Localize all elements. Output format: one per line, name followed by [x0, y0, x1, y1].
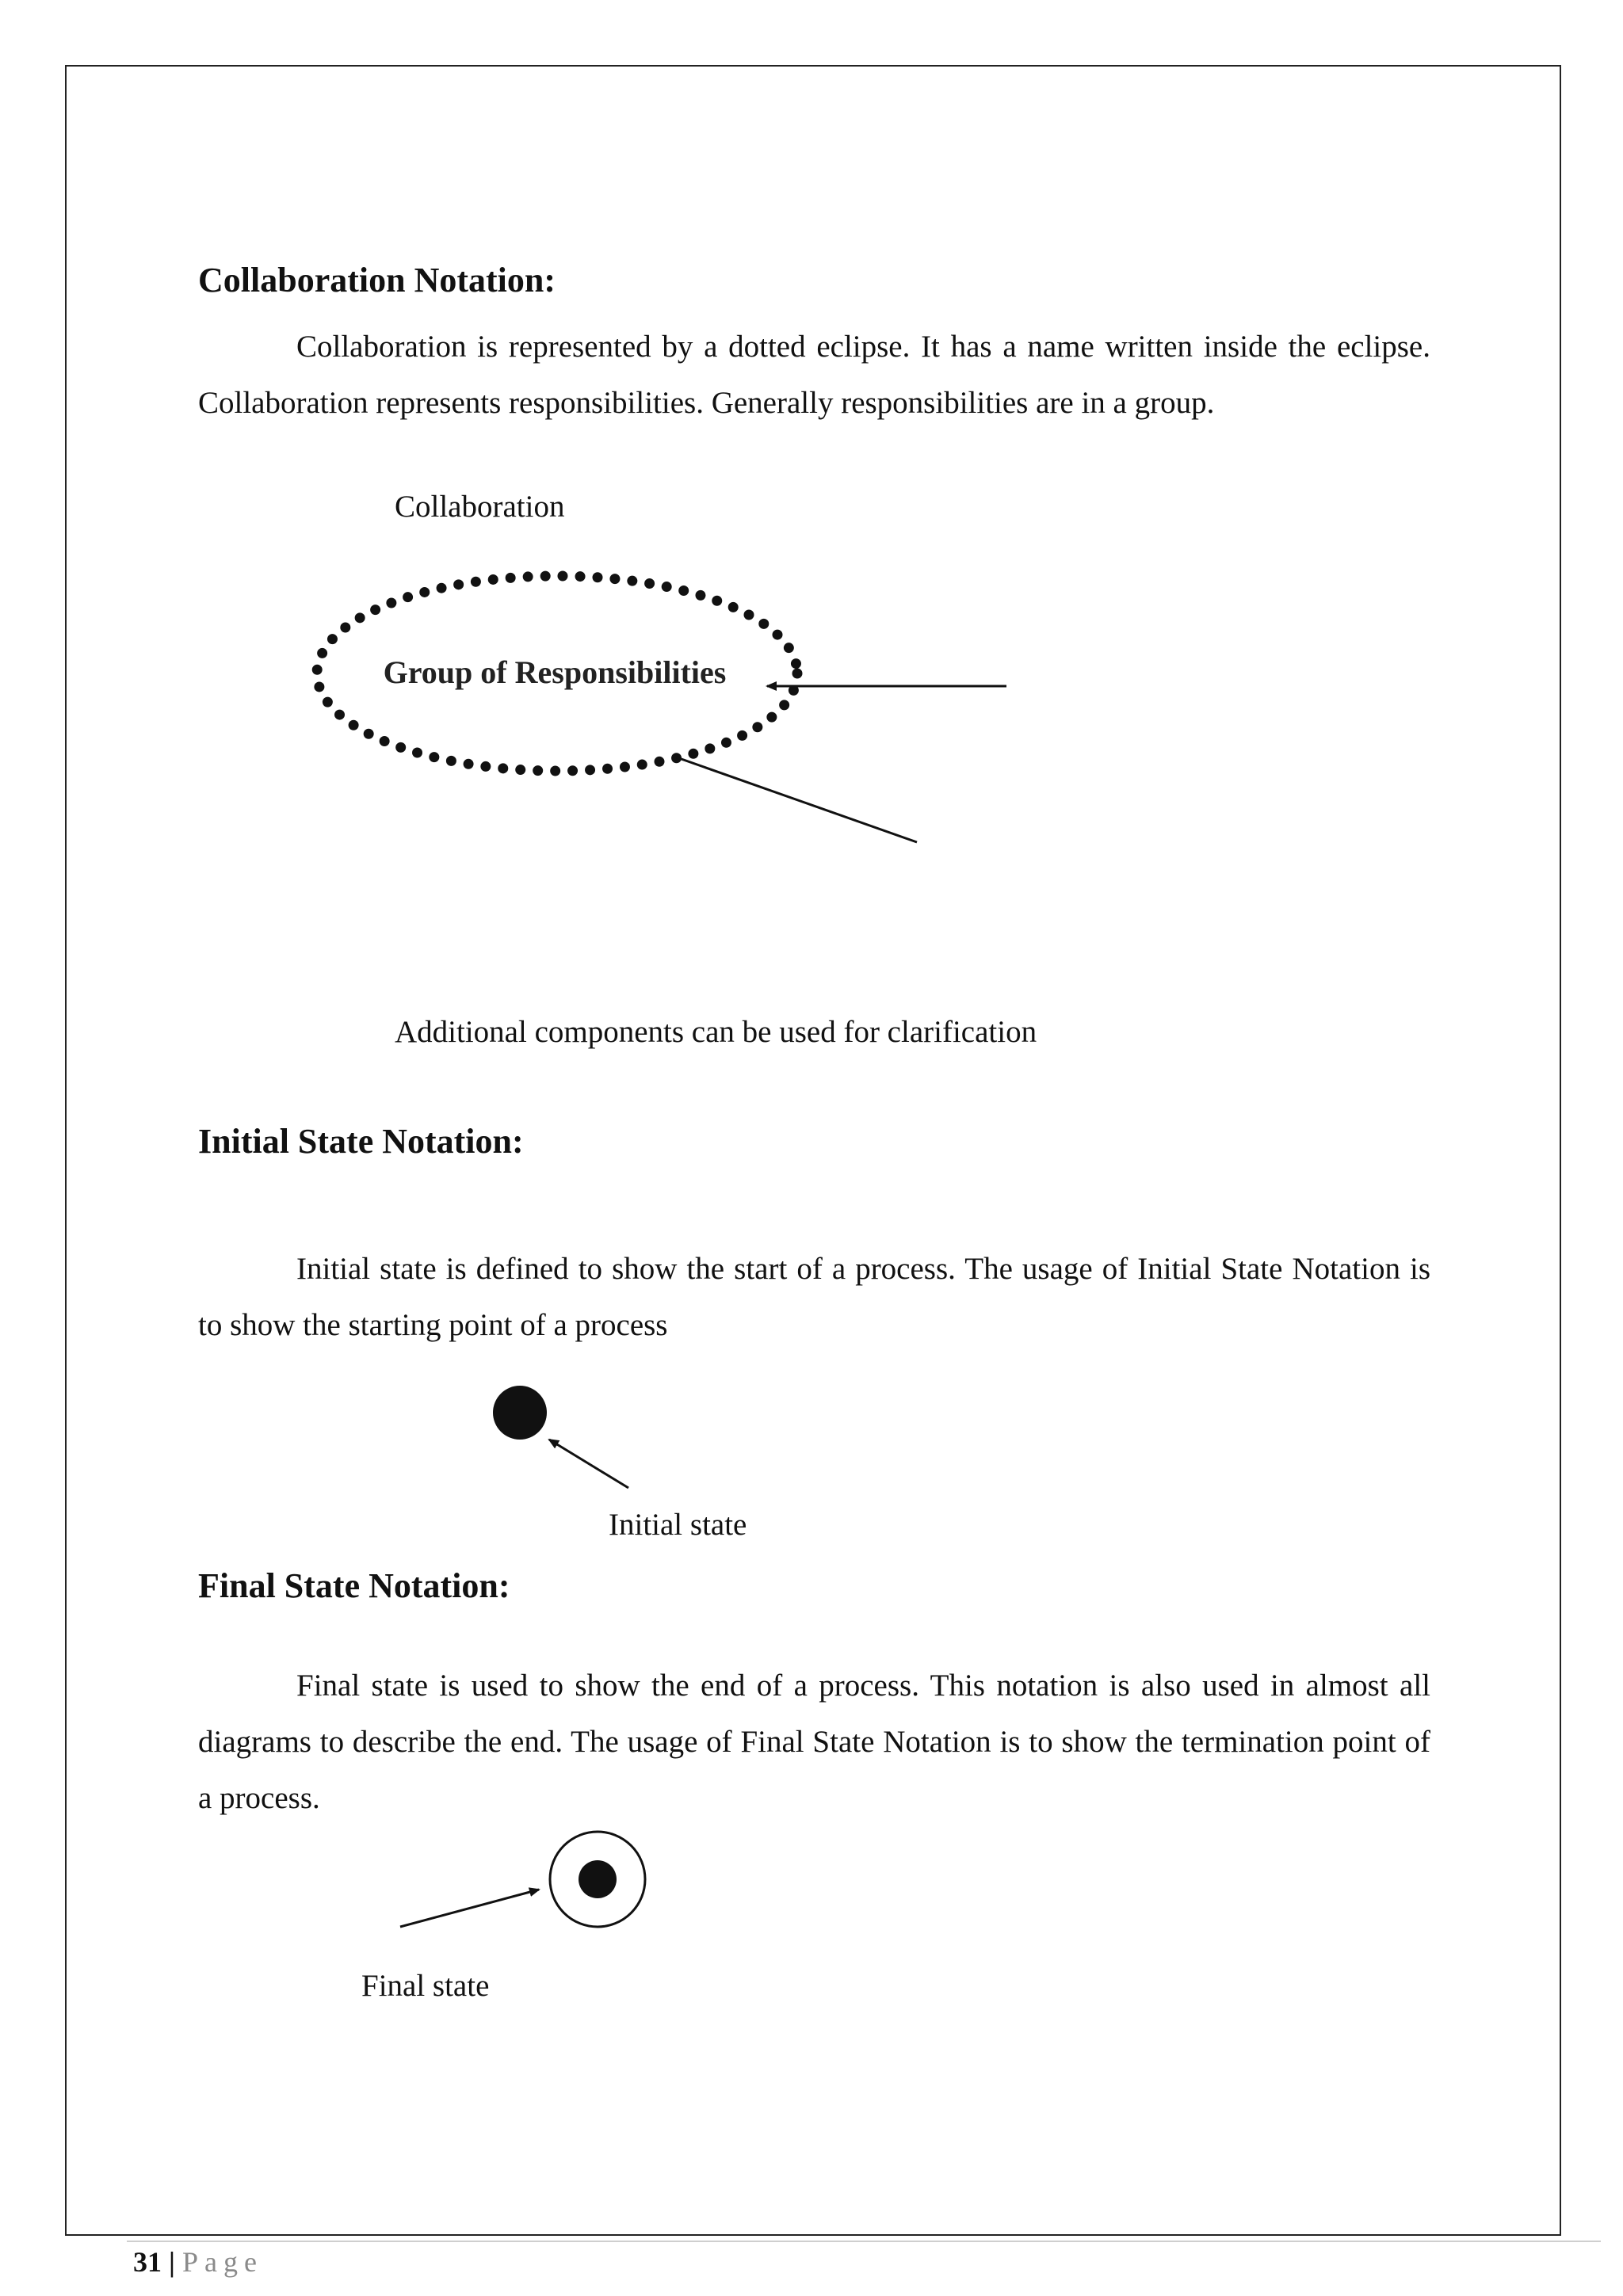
page-number: 31 — [133, 2246, 162, 2278]
footer-rule — [127, 2241, 1601, 2242]
component-pointer-line — [677, 757, 917, 842]
initial-state-dot — [493, 1386, 547, 1440]
final-state-heading: Final State Notation: — [198, 1566, 510, 1605]
collaboration-heading: Collaboration Notation: — [198, 261, 556, 299]
collaboration-paragraph: Collaboration is represented by a dotted eclipse. It has a name written inside the eclipse. Collaboration represents responsibilities. Generally responsibilities are in a group. — [198, 330, 1430, 420]
final-state-diagram — [388, 1830, 658, 1957]
collaboration-diagram — [285, 547, 1030, 864]
initial-state-paragraph: Initial state is defined to show the start of a process. The usage of Initial State Notation is to show the starting point of a process — [198, 1252, 1430, 1342]
collaboration-figure-label: Collaboration — [395, 490, 565, 524]
initial-state-arrow — [549, 1440, 628, 1488]
initial-state-heading: Initial State Notation: — [198, 1122, 524, 1161]
footer-page-label: Page — [181, 2246, 263, 2278]
final-state-arrow — [400, 1890, 539, 1927]
final-state-label: Final state — [361, 1969, 490, 2003]
initial-state-label: Initial state — [609, 1508, 747, 1542]
initial-state-diagram — [475, 1371, 666, 1505]
collaboration-clarification-label: Additional components can be used for clarification — [395, 1015, 1037, 1049]
final-state-inner-dot — [579, 1860, 617, 1898]
final-state-paragraph: Final state is used to show the end of a process. This notation is also used in almost all diagrams to describe the end. The usage of Final State Notation is to show the termination point of a process. — [198, 1669, 1430, 1815]
ellipse-label: Group of Responsibilities — [383, 654, 727, 690]
footer-separator: | — [169, 2246, 175, 2278]
page-footer — [133, 2245, 263, 2279]
